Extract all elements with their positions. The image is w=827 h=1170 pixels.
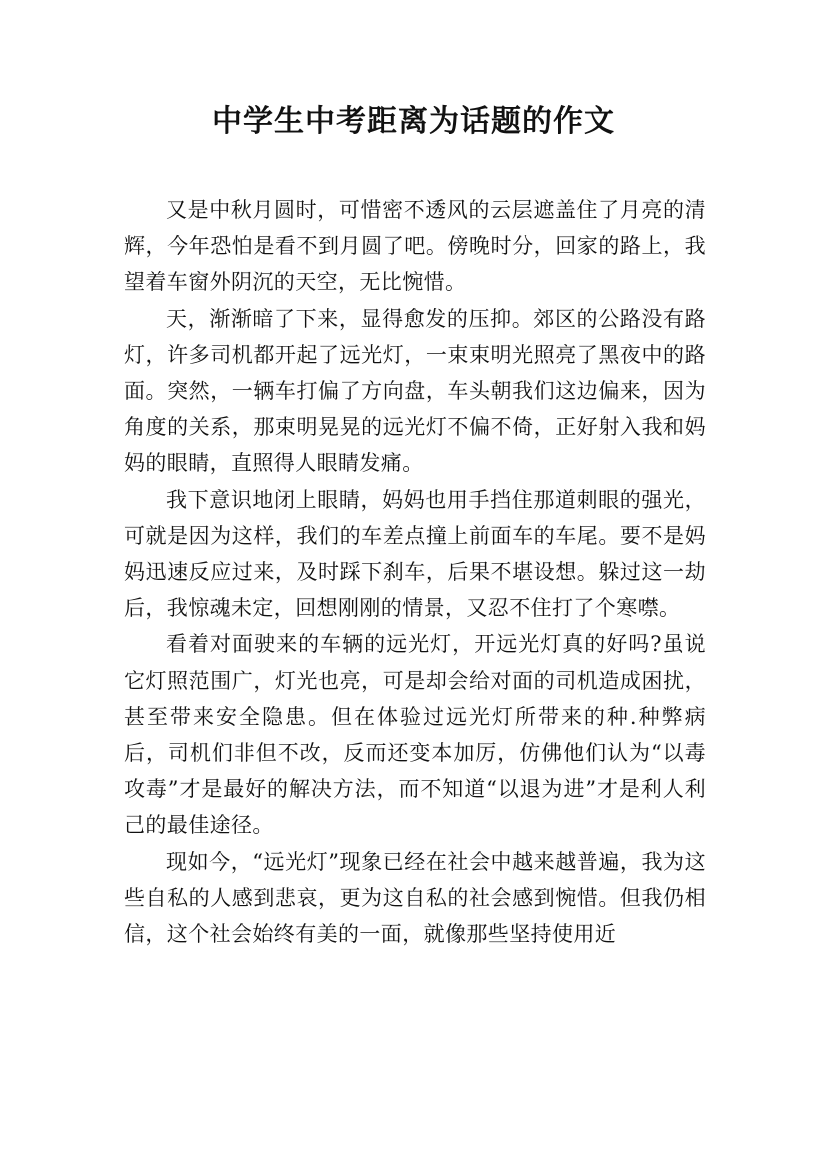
paragraph-1: 又是中秋月圆时，可惜密不透风的云层遮盖住了月亮的清辉，今年恐怕是看不到月圆了吧。傍晚时分，回家的路上，我望着车窗外阴沉的天空，无比惋惜。: [124, 198, 706, 295]
essay-body: [124, 192, 706, 952]
paragraph-5: 现如今，“远光灯”现象已经在社会中越来越普遍，我为这些自私的人感到悲哀，更为这自私的社会感到惋惜。但我仍相信，这个社会始终有美的一面，就像那些坚持使用近: [124, 849, 706, 947]
document-title: 中学生中考距离为话题的作文: [212, 104, 615, 139]
paragraph-2: 天，渐渐暗了下来，显得愈发的压抑。郊区的公路没有路灯，许多司机都开起了远光灯，一束束明光照亮了黑夜中的路面。突然，一辆车打偏了方向盘，车头朝我们这边偏来，因为角度的关系，那束明晃晃的远光灯不偏不倚，正好射入我和妈妈的眼睛，直照得人眼睛发痛。: [124, 306, 706, 476]
paragraph-4: 看着对面驶来的车辆的远光灯，开远光灯真的好吗?虽说它灯照范围广，灯光也亮，可是却会给对面的司机造成困扰，甚至带来安全隐患。但在体验过远光灯所带来的种.种弊病后，司机们非但不改，反而还变本加厉，仿佛他们认为“以毒攻毒”才是最好的解决方法，而不知道“以退为进”才是利人利己的最佳途径。: [124, 632, 706, 838]
paragraph-3: 我下意识地闭上眼睛，妈妈也用手挡住那道刺眼的强光，可就是因为这样，我们的车差点撞上前面车的车尾。要不是妈妈迅速反应过来，及时踩下刹车，后果不堪设想。躲过这一劫后，我惊魂未定，回想刚刚的情景，又忍不住打了个寒噤。: [124, 487, 706, 621]
